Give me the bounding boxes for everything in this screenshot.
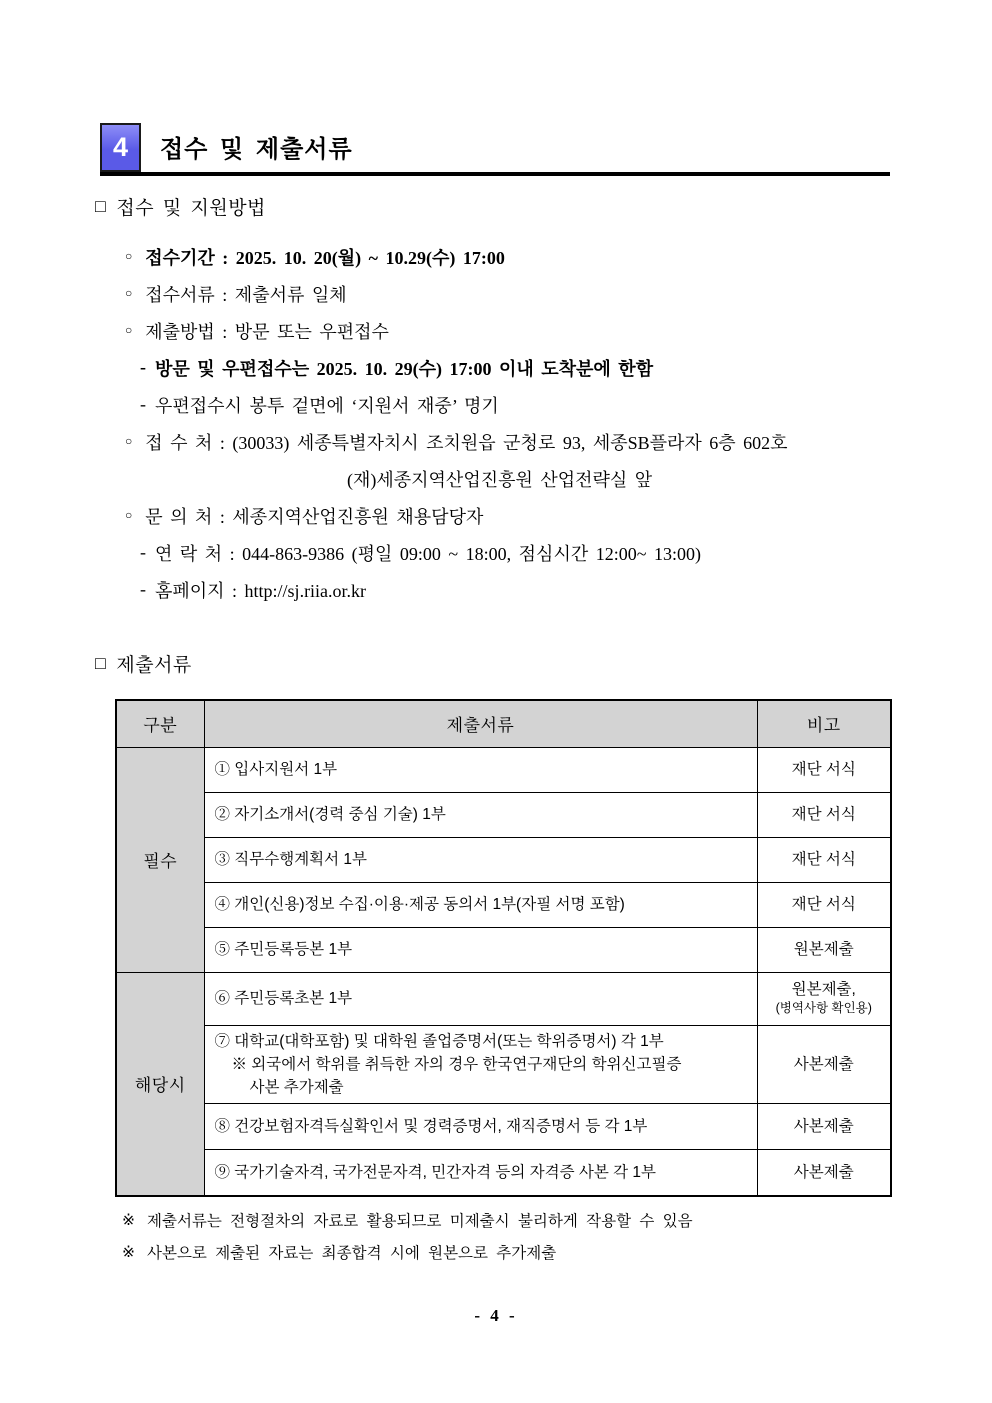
table-row — [116, 1025, 891, 1103]
table-row — [116, 882, 891, 927]
list-item-contact-phone — [125, 534, 915, 571]
footnote — [122, 1236, 902, 1268]
doc-cell: ① 입사지원서 1부 — [204, 747, 757, 792]
note-cell: 재단 서식 — [757, 792, 891, 837]
square-bullet-icon: □ — [95, 653, 107, 673]
subsection-apply-title: 접수 및 지원방법 — [116, 198, 266, 219]
subsection-docs-title: 제출서류 — [116, 655, 192, 676]
list-item-address-continued — [125, 460, 915, 497]
list-item-homepage — [125, 571, 915, 608]
list-item-receipt-period — [125, 238, 915, 275]
reference-mark-icon: ※ — [122, 1211, 135, 1229]
doc-cell: ⑤ 주민등록등본 1부 — [204, 927, 757, 972]
page-number: - 4 - — [474, 1306, 518, 1325]
list-item-receipt-docs — [125, 275, 915, 312]
doc-cell: ⑥ 주민등록초본 1부 — [204, 972, 757, 1025]
reference-mark-icon: ※ — [122, 1243, 135, 1261]
list-item-text: (재)세종지역산업진흥원 산업전략실 앞 — [347, 469, 653, 490]
dash-bullet-icon: - — [140, 542, 146, 562]
circle-bullet-icon: ○ — [125, 249, 133, 263]
table-row — [116, 837, 891, 882]
note-cell: 재단 서식 — [757, 837, 891, 882]
list-item-arrival-deadline — [125, 349, 915, 386]
list-item-submit-method — [125, 312, 915, 349]
list-item-text: 연 락 처 : 044-863-9386 (평일 09:00 ~ 18:00, 점심시간 12:00~ 13:00) — [155, 543, 701, 564]
note-line: 원본제출, — [791, 980, 856, 998]
footnote — [122, 1204, 902, 1236]
doc-cell: ⑧ 건강보험자격득실확인서 및 경력증명서, 재직증명서 등 각 1부 — [204, 1103, 757, 1149]
list-item-inquiry — [125, 497, 915, 534]
subsection-docs-heading — [95, 650, 192, 677]
note-cell: 사본제출 — [757, 1103, 891, 1149]
circle-bullet-icon: ○ — [125, 323, 133, 337]
square-bullet-icon: □ — [95, 196, 107, 216]
submission-documents-table — [115, 699, 892, 1197]
section-number-badge — [100, 123, 141, 172]
dash-bullet-icon: - — [140, 394, 146, 414]
apply-method-list — [125, 238, 915, 608]
list-item-text: 방문 및 우편접수는 2025. 10. 29(수) 17:00 이내 도착분에 한함 — [155, 358, 654, 379]
list-item-receipt-address — [125, 423, 915, 460]
group-label-conditional: 해당시 — [116, 972, 204, 1196]
table-row — [116, 1103, 891, 1149]
doc-subline: 사본 추가제출 — [249, 1078, 344, 1096]
subsection-apply-heading — [95, 193, 266, 220]
note-cell: 재단 서식 — [757, 882, 891, 927]
table-row — [116, 927, 891, 972]
list-item-text: 접수서류 : 제출서류 일체 — [145, 284, 347, 305]
note-cell — [757, 972, 891, 1025]
dash-bullet-icon: - — [140, 579, 146, 599]
footnote-text: 제출서류는 전형절차의 자료로 활용되므로 미제출시 불리하게 작용할 수 있음 — [147, 1213, 693, 1230]
table-header-remark: 비고 — [757, 700, 891, 747]
section-title: 접수 및 제출서류 — [160, 136, 353, 163]
footnotes — [122, 1204, 902, 1268]
note-cell: 재단 서식 — [757, 747, 891, 792]
list-item-text: 문 의 처 : 세종지역산업진흥원 채용담당자 — [145, 506, 484, 527]
group-label-required: 필수 — [116, 747, 204, 972]
note-subline: (병역사항 확인용) — [775, 1000, 872, 1015]
table-row — [116, 972, 891, 1025]
table-header-row — [116, 700, 891, 747]
doc-cell — [204, 1025, 757, 1103]
table-row — [116, 1149, 891, 1196]
table-row — [116, 747, 891, 792]
circle-bullet-icon: ○ — [125, 508, 133, 522]
doc-cell: ② 자기소개서(경력 중심 기술) 1부 — [204, 792, 757, 837]
list-item-text: 홈페이지 : http://sj.riia.or.kr — [155, 580, 367, 601]
doc-cell: ③ 직무수행계획서 1부 — [204, 837, 757, 882]
table-row — [116, 792, 891, 837]
table-header-category: 구분 — [116, 700, 204, 747]
footnote-text: 사본으로 제출된 자료는 최종합격 시에 원본으로 추가제출 — [147, 1245, 557, 1262]
list-item-text: 우편접수시 봉투 겉면에 ‘지원서 재중’ 명기 — [155, 395, 499, 416]
list-item-text: 접수기간 : 2025. 10. 20(월) ~ 10.29(수) 17:00 — [145, 247, 505, 268]
section-header — [100, 123, 890, 176]
table-header-document: 제출서류 — [204, 700, 757, 747]
dash-bullet-icon: - — [140, 357, 146, 377]
circle-bullet-icon: ○ — [125, 286, 133, 300]
note-cell: 원본제출 — [757, 927, 891, 972]
note-cell: 사본제출 — [757, 1025, 891, 1103]
section-number: 4 — [112, 132, 129, 162]
circle-bullet-icon: ○ — [125, 434, 133, 448]
list-item-envelope-note — [125, 386, 915, 423]
doc-line: ⑦ 대학교(대학포함) 및 대학원 졸업증명서(또는 학위증명서) 각 1부 — [214, 1032, 664, 1050]
doc-subline: ※ 외국에서 학위를 취득한 자의 경우 한국연구재단의 학위신고필증 — [231, 1055, 682, 1073]
doc-cell: ④ 개인(신용)정보 수집·이용·제공 동의서 1부(자필 서명 포함) — [204, 882, 757, 927]
list-item-text: 제출방법 : 방문 또는 우편접수 — [145, 321, 389, 342]
note-cell: 사본제출 — [757, 1149, 891, 1196]
list-item-text: 접 수 처 : (30033) 세종특별자치시 조치원읍 군청로 93, 세종SB플라자 6층 602호 — [145, 432, 788, 453]
doc-cell: ⑨ 국가기술자격, 국가전문자격, 민간자격 등의 자격증 사본 각 1부 — [204, 1149, 757, 1196]
